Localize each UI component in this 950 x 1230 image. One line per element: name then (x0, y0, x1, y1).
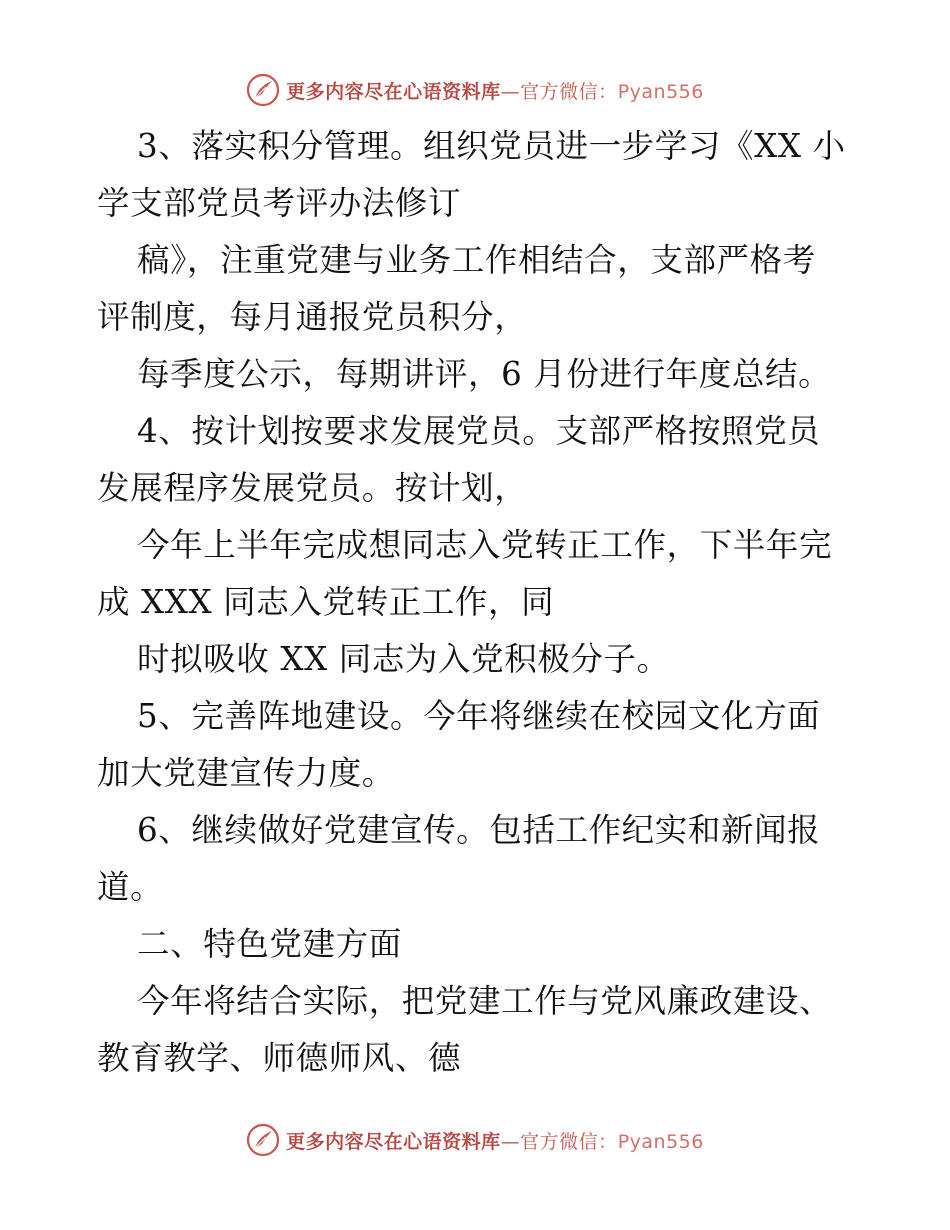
document-body (97, 118, 857, 1087)
quill-logo-icon (246, 1123, 280, 1157)
text-line: 时拟吸收 XX 同志为入党积极分子。 (137, 640, 670, 678)
text-line: 5、完善阵地建设。今年将继续在校园文化方面 (137, 697, 821, 735)
text-line: 教育教学、师德师风、德 (97, 1039, 462, 1077)
watermark-text: 更多内容尽在心语资料库—官方微信：Pyan556 (286, 80, 704, 103)
quill-logo-icon (246, 73, 280, 107)
text-line: 每季度公示，每期讲评，6 月份进行年度总结。 (137, 355, 832, 393)
text-line: 道。 (97, 868, 164, 906)
text-line: 今年上半年完成想同志入党转正工作，下半年完 (137, 526, 833, 564)
watermark-banner-top (0, 70, 950, 110)
text-line: 加大党建宣传力度。 (97, 754, 395, 792)
text-line: 成 XXX 同志入党转正工作，同 (97, 583, 555, 621)
text-line: 3、落实积分管理。组织党员进一步学习《XX 小 (137, 127, 846, 165)
text-line: 4、按计划按要求发展党员。支部严格按照党员 (137, 412, 821, 450)
watermark-text: 更多内容尽在心语资料库—官方微信：Pyan556 (286, 1130, 704, 1153)
text-line: 学支部党员考评办法修订 (97, 184, 462, 222)
text-line: 评制度，每月通报党员积分， (97, 298, 528, 336)
text-line: 稿》，注重党建与业务工作相结合，支部严格考 (137, 241, 816, 279)
watermark-banner-bottom (0, 1120, 950, 1160)
text-line: 今年将结合实际，把党建工作与党风廉政建设、 (137, 982, 833, 1020)
text-line: 二、特色党建方面 (137, 925, 402, 963)
text-line: 6、继续做好党建宣传。包括工作纪实和新闻报 (137, 811, 821, 849)
text-line: 发展程序发展党员。按计划， (97, 469, 528, 507)
